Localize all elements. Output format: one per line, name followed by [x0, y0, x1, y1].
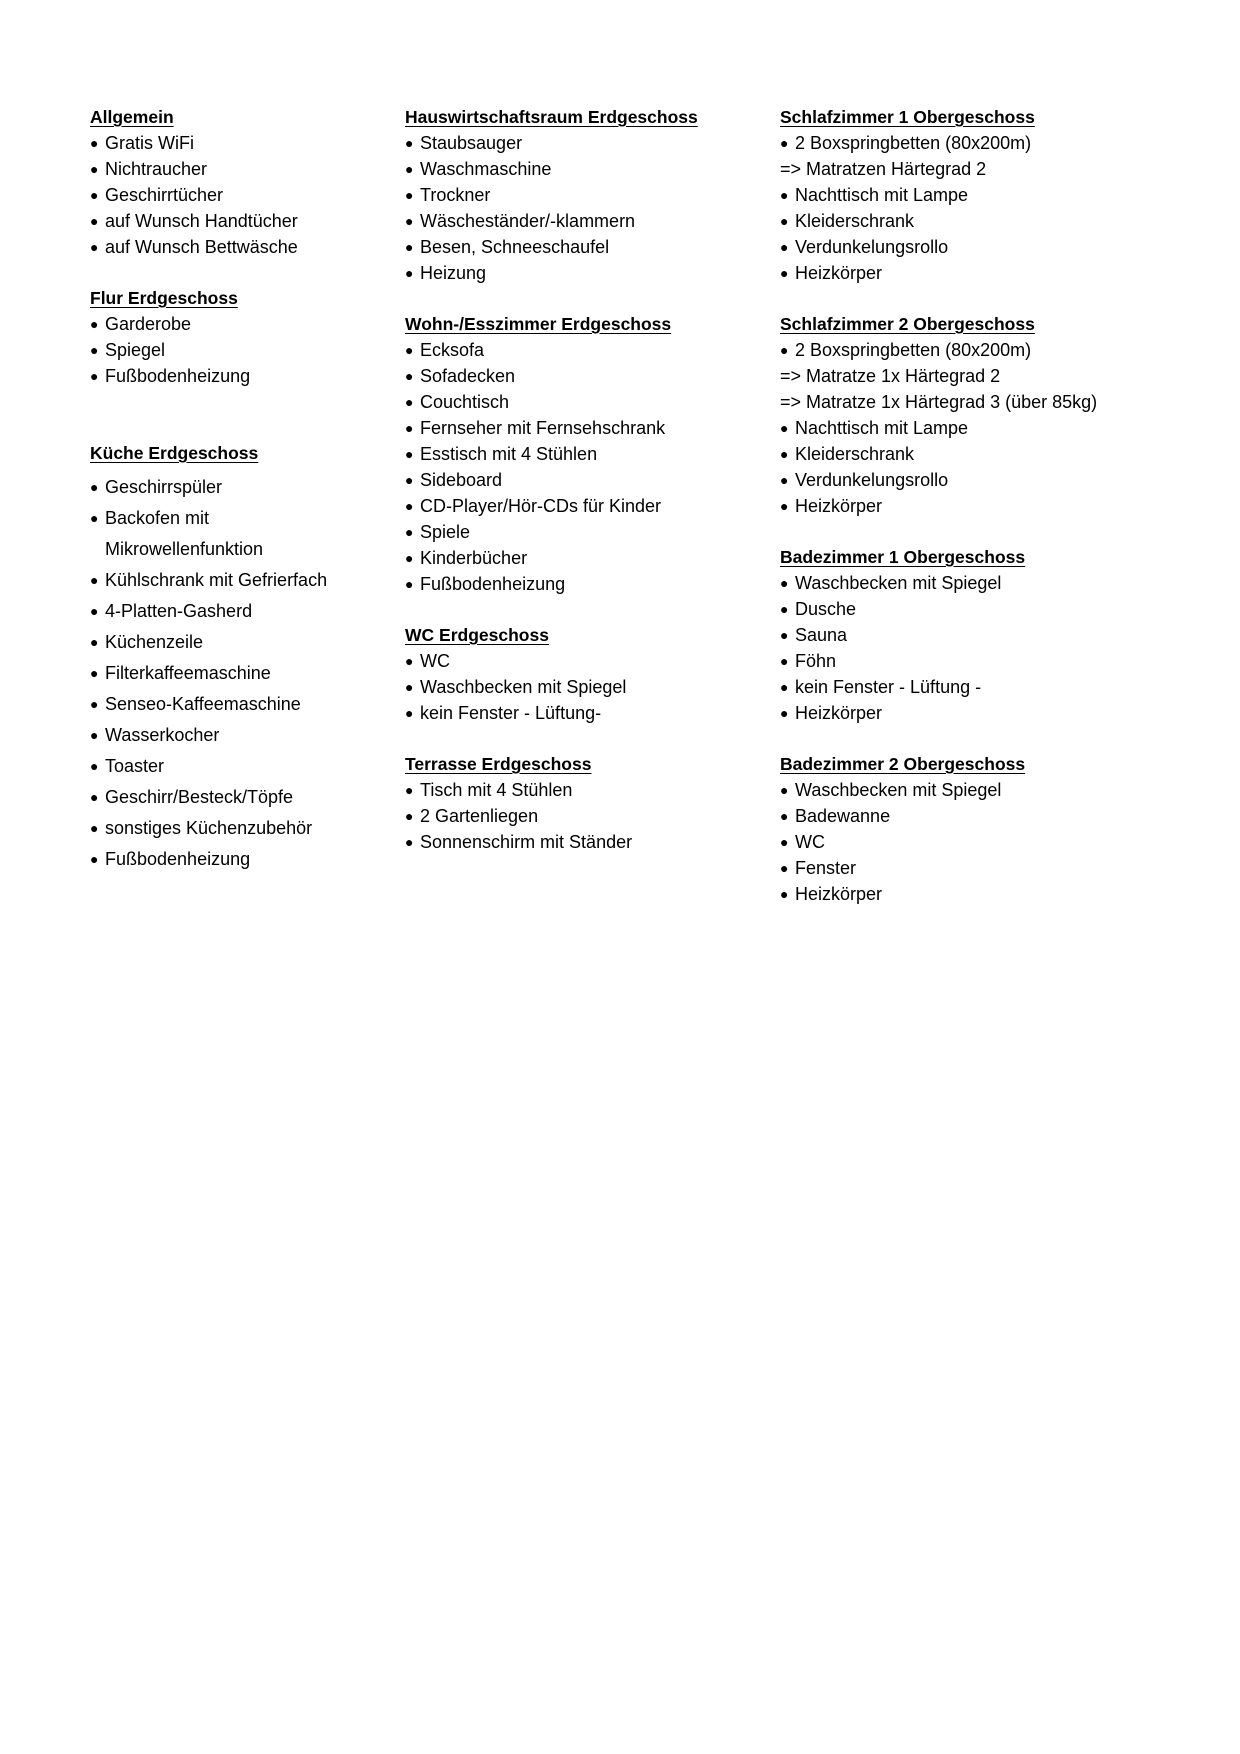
bullet-icon: ●: [90, 820, 99, 836]
section-title: Schlafzimmer 2 Obergeschoss: [780, 314, 1035, 334]
item-list: [780, 337, 1210, 519]
list-item: ● Toaster: [90, 751, 390, 782]
section-allgemein: [90, 104, 390, 260]
bullet-icon: ●: [90, 665, 99, 681]
section-wc: [405, 622, 765, 726]
bullet-icon: ●: [405, 472, 414, 488]
bullet-icon: ●: [780, 679, 789, 695]
list-item: ● Esstisch mit 4 Stühlen: [405, 441, 765, 467]
section-badezimmer-1: [780, 544, 1210, 726]
list-item: ● Geschirrtücher: [90, 182, 390, 208]
bullet-icon: ●: [90, 479, 99, 495]
list-item: ● Wäscheständer/-klammern: [405, 208, 765, 234]
item-list: [90, 311, 390, 389]
bullet-icon: ●: [405, 653, 414, 669]
bullet-icon: ●: [405, 420, 414, 436]
bullet-icon: ●: [780, 420, 789, 436]
item-list: [90, 130, 390, 260]
bullet-icon: ●: [405, 239, 414, 255]
list-item: ● Waschbecken mit Spiegel: [405, 674, 765, 700]
bullet-icon: ●: [405, 524, 414, 540]
list-item: ● Gratis WiFi: [90, 130, 390, 156]
section-title: Schlafzimmer 1 Obergeschoss: [780, 107, 1035, 127]
section-badezimmer-2: [780, 751, 1210, 907]
list-item: ● Heizkörper: [780, 700, 1210, 726]
bullet-icon: ●: [90, 239, 99, 255]
bullet-icon: ●: [90, 851, 99, 867]
list-item-note: => Matratze 1x Härtegrad 3 (über 85kg): [780, 392, 1098, 412]
bullet-icon: ●: [405, 213, 414, 229]
list-item: ● Garderobe: [90, 311, 390, 337]
bullet-icon: ●: [90, 161, 99, 177]
bullet-icon: ●: [780, 446, 789, 462]
list-item: ● Verdunkelungsrollo: [780, 234, 1210, 260]
list-item: ● Senseo-Kaffeemaschine: [90, 689, 390, 720]
list-item: ● Staubsauger: [405, 130, 765, 156]
list-item: ● kein Fenster - Lüftung -: [780, 674, 1210, 700]
list-item: ● Verdunkelungsrollo: [780, 467, 1210, 493]
list-item: ● Nachttisch mit Lampe: [780, 182, 1210, 208]
list-item: ● Filterkaffeemaschine: [90, 658, 390, 689]
list-item: ● WC: [780, 829, 1210, 855]
item-list: [405, 337, 765, 597]
list-item: ● 2 Boxspringbetten (80x200m): [780, 130, 1210, 156]
section-schlafzimmer-2: [780, 311, 1210, 519]
bullet-icon: ●: [405, 808, 414, 824]
list-item: ● Fußbodenheizung: [90, 363, 390, 389]
list-item: ● Nachttisch mit Lampe: [780, 415, 1210, 441]
bullet-icon: ●: [780, 886, 789, 902]
list-item: ● Fußbodenheizung: [90, 844, 390, 875]
bullet-icon: ●: [90, 789, 99, 805]
list-item: ● Badewanne: [780, 803, 1210, 829]
bullet-icon: ●: [405, 834, 414, 850]
section-title: Badezimmer 2 Obergeschoss: [780, 754, 1026, 774]
section-kueche: [90, 440, 390, 875]
bullet-icon: ●: [405, 705, 414, 721]
bullet-icon: ●: [780, 834, 789, 850]
bullet-icon: ●: [780, 601, 789, 617]
list-item: ● Nichtraucher: [90, 156, 390, 182]
bullet-icon: ●: [780, 575, 789, 591]
list-item: ● 4-Platten-Gasherd: [90, 596, 390, 627]
bullet-icon: ●: [90, 187, 99, 203]
list-item-note: => Matratze 1x Härtegrad 2: [780, 366, 1001, 386]
section-schlafzimmer-1: [780, 104, 1210, 286]
list-item: ● CD-Player/Hör-CDs für Kinder: [405, 493, 765, 519]
list-item: ● Heizkörper: [780, 260, 1210, 286]
item-list: [90, 472, 390, 875]
section-flur: [90, 285, 390, 389]
list-item: ● Spiele: [405, 519, 765, 545]
section-terrasse: [405, 751, 765, 855]
section-title: Hauswirtschaftsraum Erdgeschoss: [405, 107, 698, 127]
bullet-icon: ●: [405, 161, 414, 177]
item-list: [405, 130, 765, 286]
list-item: ● Trockner: [405, 182, 765, 208]
list-item: ● Heizkörper: [780, 493, 1210, 519]
item-list: [780, 777, 1210, 907]
list-item: ● Sideboard: [405, 467, 765, 493]
list-item: ● Fußbodenheizung: [405, 571, 765, 597]
item-list: [780, 570, 1210, 726]
list-item: ● Kinderbücher: [405, 545, 765, 571]
list-item: ● Sauna: [780, 622, 1210, 648]
list-item: ● Kühlschrank mit Gefrierfach: [90, 565, 390, 596]
bullet-icon: ●: [90, 316, 99, 332]
list-item: ● Couchtisch: [405, 389, 765, 415]
bullet-icon: ●: [780, 472, 789, 488]
bullet-icon: ●: [405, 782, 414, 798]
item-list: [405, 777, 765, 855]
item-list: [780, 130, 1210, 286]
bullet-icon: ●: [90, 634, 99, 650]
list-item: ● Waschbecken mit Spiegel: [780, 570, 1210, 596]
section-title: Flur Erdgeschoss: [90, 288, 238, 308]
list-item: ● Sonnenschirm mit Ständer: [405, 829, 765, 855]
list-item: ● WC: [405, 648, 765, 674]
bullet-icon: ●: [405, 498, 414, 514]
list-item: ● Küchenzeile: [90, 627, 390, 658]
list-item: ● Backofen mit Mikrowellenfunktion: [90, 503, 390, 565]
bullet-icon: ●: [780, 653, 789, 669]
list-item: ● Sofadecken: [405, 363, 765, 389]
bullet-icon: ●: [90, 572, 99, 588]
list-item: ● Föhn: [780, 648, 1210, 674]
bullet-icon: ●: [90, 510, 99, 526]
bullet-icon: ●: [405, 576, 414, 592]
column-right: [780, 104, 1210, 907]
list-item-note: => Matratzen Härtegrad 2: [780, 159, 987, 179]
list-item: ● kein Fenster - Lüftung-: [405, 700, 765, 726]
bullet-icon: ●: [90, 368, 99, 384]
bullet-icon: ●: [405, 187, 414, 203]
item-list: [405, 648, 765, 726]
bullet-icon: ●: [405, 446, 414, 462]
column-middle: [405, 104, 765, 855]
list-item: ● sonstiges Küchenzubehör: [90, 813, 390, 844]
bullet-icon: ●: [780, 498, 789, 514]
bullet-icon: ●: [405, 368, 414, 384]
bullet-icon: ●: [780, 239, 789, 255]
section-title: Terrasse Erdgeschoss: [405, 754, 592, 774]
list-item: ● Fenster: [780, 855, 1210, 881]
bullet-icon: ●: [90, 758, 99, 774]
bullet-icon: ●: [780, 705, 789, 721]
column-left: [90, 104, 390, 875]
bullet-icon: ●: [405, 265, 414, 281]
section-title: Badezimmer 1 Obergeschoss: [780, 547, 1026, 567]
section-title: Wohn-/Esszimmer Erdgeschoss: [405, 314, 672, 334]
list-item: ● Tisch mit 4 Stühlen: [405, 777, 765, 803]
bullet-icon: ●: [780, 187, 789, 203]
list-item: ● Waschbecken mit Spiegel: [780, 777, 1210, 803]
bullet-icon: ●: [780, 808, 789, 824]
bullet-icon: ●: [780, 213, 789, 229]
list-item: ● Dusche: [780, 596, 1210, 622]
bullet-icon: ●: [780, 342, 789, 358]
bullet-icon: ●: [405, 135, 414, 151]
list-item: ● Kleiderschrank: [780, 441, 1210, 467]
bullet-icon: ●: [90, 342, 99, 358]
list-item: ● Ecksofa: [405, 337, 765, 363]
section-title: WC Erdgeschoss: [405, 625, 549, 645]
bullet-icon: ●: [90, 213, 99, 229]
bullet-icon: ●: [405, 394, 414, 410]
bullet-icon: ●: [405, 342, 414, 358]
section-title: Küche Erdgeschoss: [90, 443, 259, 463]
list-item: ● 2 Boxspringbetten (80x200m): [780, 337, 1210, 363]
section-title: Allgemein: [90, 107, 174, 127]
bullet-icon: ●: [90, 696, 99, 712]
bullet-icon: ●: [405, 679, 414, 695]
bullet-icon: ●: [90, 603, 99, 619]
list-item: ● auf Wunsch Handtücher: [90, 208, 390, 234]
list-item: ● 2 Gartenliegen: [405, 803, 765, 829]
list-item: ● Besen, Schneeschaufel: [405, 234, 765, 260]
list-item: ● auf Wunsch Bettwäsche: [90, 234, 390, 260]
bullet-icon: ●: [780, 627, 789, 643]
bullet-icon: ●: [780, 265, 789, 281]
section-hauswirtschaftsraum: [405, 104, 765, 286]
bullet-icon: ●: [405, 550, 414, 566]
list-item: ● Geschirr/Besteck/Töpfe: [90, 782, 390, 813]
bullet-icon: ●: [780, 135, 789, 151]
bullet-icon: ●: [780, 860, 789, 876]
bullet-icon: ●: [780, 782, 789, 798]
list-item: ● Kleiderschrank: [780, 208, 1210, 234]
list-item: ● Fernseher mit Fernsehschrank: [405, 415, 765, 441]
list-item: ● Heizung: [405, 260, 765, 286]
list-item: ● Waschmaschine: [405, 156, 765, 182]
bullet-icon: ●: [90, 727, 99, 743]
list-item: ● Heizkörper: [780, 881, 1210, 907]
list-item: ● Geschirrspüler: [90, 472, 390, 503]
bullet-icon: ●: [90, 135, 99, 151]
list-item: ● Wasserkocher: [90, 720, 390, 751]
list-item: ● Spiegel: [90, 337, 390, 363]
section-wohn-esszimmer: [405, 311, 765, 597]
